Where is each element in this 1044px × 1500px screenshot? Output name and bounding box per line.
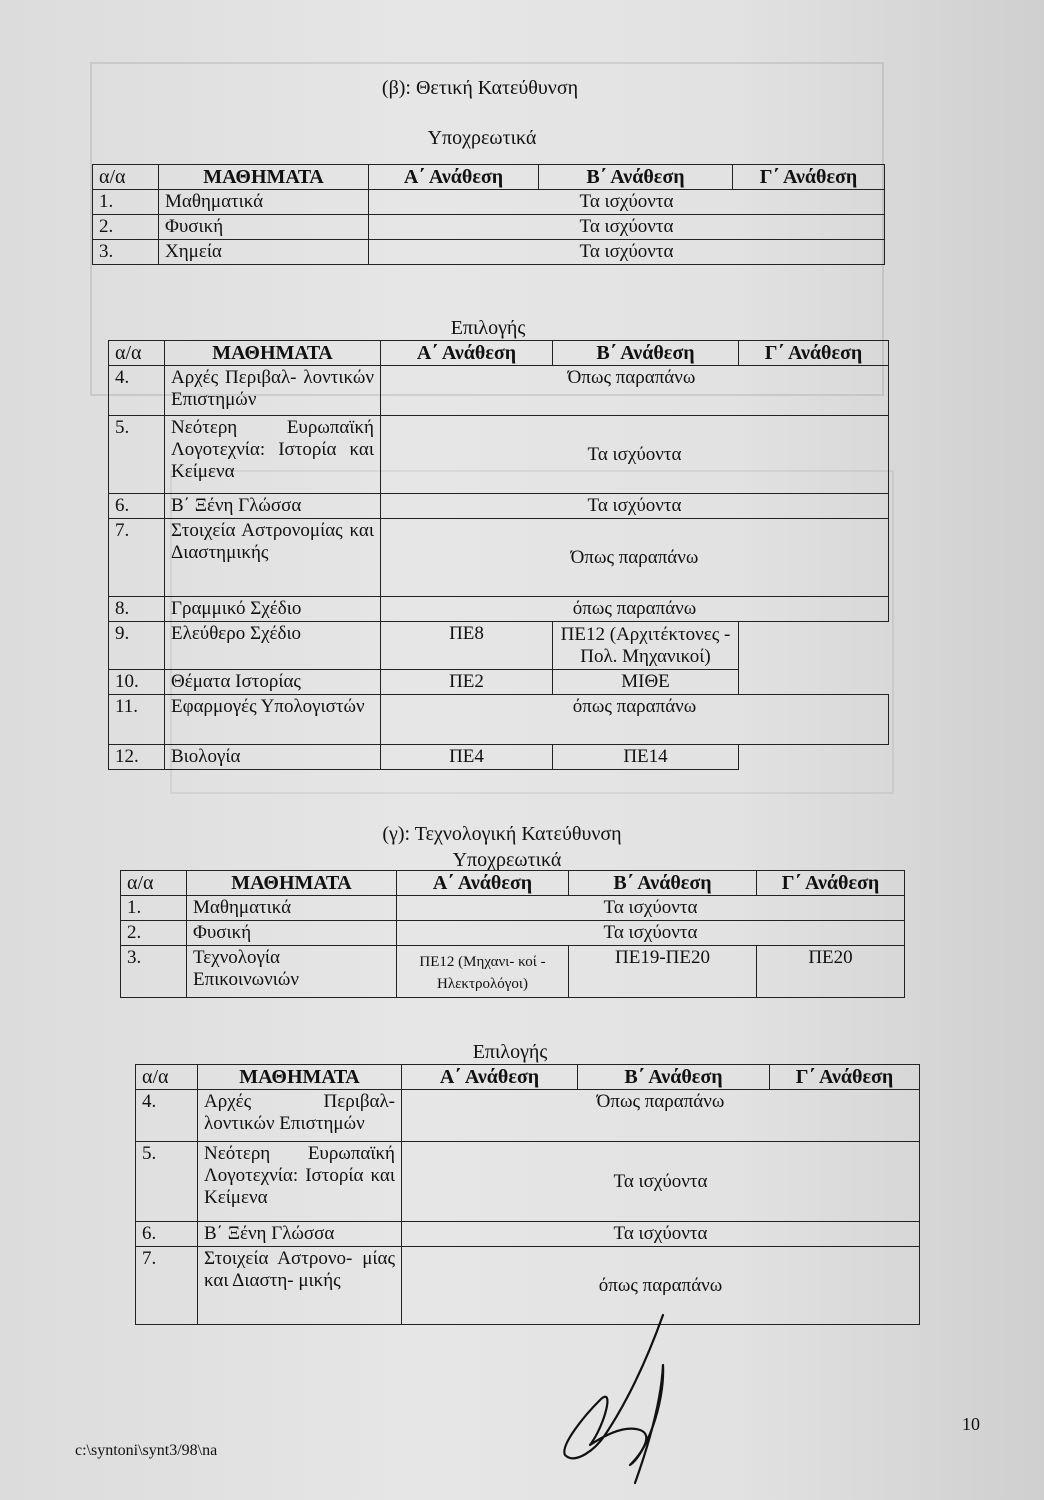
row-num: 1.	[121, 896, 187, 921]
table-row	[109, 745, 889, 770]
table-row	[109, 416, 889, 494]
row-value: Τα ισχύοντα	[397, 896, 905, 921]
section-b-elective-label: Επιλογής	[450, 317, 526, 339]
row-value: όπως παραπάνω	[381, 597, 889, 622]
row-c: ΠΕ20	[757, 946, 905, 998]
row-num: 4.	[136, 1090, 198, 1142]
header-b: Β΄ Ανάθεση	[553, 341, 739, 366]
table-row	[121, 896, 905, 921]
table-row	[136, 1142, 920, 1222]
header-num: α/α	[109, 341, 165, 366]
row-subject: Φυσική	[159, 215, 369, 240]
row-subject: Ελεύθερο Σχέδιο	[165, 622, 381, 670]
row-num: 2.	[93, 215, 159, 240]
table-row	[109, 597, 889, 622]
header-b: Β΄ Ανάθεση	[578, 1065, 770, 1090]
page-number: 10	[962, 1414, 980, 1434]
row-a	[397, 946, 569, 998]
row-subject: Μαθηματικά	[187, 896, 397, 921]
row-value: Τα ισχύοντα	[369, 190, 885, 215]
row-c-empty	[739, 745, 889, 770]
table-header-row	[136, 1065, 920, 1090]
row-num: 7.	[109, 519, 165, 597]
section-b-mandatory-table	[92, 164, 885, 265]
section-b-elective-table	[108, 340, 889, 770]
row-value: Όπως παραπάνω	[381, 366, 889, 416]
row-b: ΜΙΘΕ	[553, 670, 739, 695]
row-subject: Β΄ Ξένη Γλώσσα	[165, 494, 381, 519]
row-num: 10.	[109, 670, 165, 695]
row-subject: Βιολογία	[165, 745, 381, 770]
row-a: ΠΕ8	[381, 622, 553, 670]
section-b-title: (β): Θετική Κατεύθυνση	[381, 77, 579, 99]
row-subject: Γραμμικό Σχέδιο	[165, 597, 381, 622]
header-subject: ΜΑΘΗΜΑΤΑ	[187, 871, 397, 896]
file-path: c:\syntoni\synt3/98\na	[75, 1442, 218, 1459]
header-a: Α΄ Ανάθεση	[369, 165, 539, 190]
header-subject: ΜΑΘΗΜΑΤΑ	[159, 165, 369, 190]
header-num: α/α	[93, 165, 159, 190]
table-row	[121, 946, 905, 998]
header-num: α/α	[136, 1065, 198, 1090]
row-num: 8.	[109, 597, 165, 622]
row-num: 5.	[136, 1142, 198, 1222]
header-subject: ΜΑΘΗΜΑΤΑ	[198, 1065, 402, 1090]
row-value: Τα ισχύοντα	[381, 416, 889, 494]
section-c-elective-label: Επιλογής	[472, 1041, 548, 1063]
row-subject: Αρχές Περιβαλ- λοντικών Επιστημών	[198, 1090, 402, 1142]
row-value: Τα ισχύοντα	[369, 240, 885, 265]
row-subject: Μαθηματικά	[159, 190, 369, 215]
row-a: ΠΕ2	[381, 670, 553, 695]
header-num: α/α	[121, 871, 187, 896]
row-num: 3.	[121, 946, 187, 998]
row-subject: Χημεία	[159, 240, 369, 265]
table-row	[109, 519, 889, 597]
row-value: όπως παραπάνω	[402, 1247, 920, 1325]
table-row	[109, 670, 889, 695]
handwritten-signature	[545, 1305, 695, 1485]
header-b: Β΄ Ανάθεση	[569, 871, 757, 896]
row-num: 7.	[136, 1247, 198, 1325]
row-subject: Θέματα Ιστορίας	[165, 670, 381, 695]
section-c-mandatory-label: Υποχρεωτικά	[452, 849, 562, 871]
table-row	[136, 1247, 920, 1325]
row-b-text: ΠΕ12 (Αρχιτέκτονες - Πολ. Μηχανικοί)	[560, 623, 731, 667]
row-value: όπως παραπάνω	[381, 695, 889, 745]
header-c: Γ΄ Ανάθεση	[770, 1065, 920, 1090]
row-b	[553, 622, 739, 670]
row-subject: Εφαρμογές Υπολογιστών	[165, 695, 381, 745]
row-value: Όπως παραπάνω	[381, 519, 889, 597]
row-subject: Νεότερη Ευρωπαϊκή Λογοτεχνία: Ιστορία και Κείμενα	[198, 1142, 402, 1222]
row-b: ΠΕ14	[553, 745, 739, 770]
table-row	[136, 1222, 920, 1247]
table-row	[109, 366, 889, 416]
table-row	[109, 622, 889, 670]
row-num: 4.	[109, 366, 165, 416]
row-num: 6.	[109, 494, 165, 519]
row-value: Τα ισχύοντα	[402, 1142, 920, 1222]
row-value: Τα ισχύοντα	[381, 494, 889, 519]
row-a-text: ΠΕ12 (Μηχανι- κοί - Ηλεκτρολόγοι)	[419, 953, 546, 992]
header-a: Α΄ Ανάθεση	[381, 341, 553, 366]
row-num: 5.	[109, 416, 165, 494]
section-c-title: (γ): Τεχνολογική Κατεύθυνση	[382, 823, 622, 845]
row-num: 11.	[109, 695, 165, 745]
row-subject: Τεχνολογία Επικοινωνιών	[187, 946, 397, 998]
row-value: Όπως παραπάνω	[402, 1090, 920, 1142]
header-a: Α΄ Ανάθεση	[397, 871, 569, 896]
table-row	[109, 695, 889, 745]
row-num: 3.	[93, 240, 159, 265]
row-subject: Αρχές Περιβαλ- λοντικών Επιστημών	[165, 366, 381, 416]
section-c-mandatory-table	[120, 870, 905, 998]
row-a: ΠΕ4	[381, 745, 553, 770]
row-num: 2.	[121, 921, 187, 946]
header-c: Γ΄ Ανάθεση	[757, 871, 905, 896]
table-row	[93, 190, 885, 215]
header-b: Β΄ Ανάθεση	[539, 165, 733, 190]
table-row	[109, 494, 889, 519]
table-row	[93, 215, 885, 240]
row-value: Τα ισχύοντα	[397, 921, 905, 946]
row-num: 9.	[109, 622, 165, 670]
table-row	[93, 240, 885, 265]
header-a: Α΄ Ανάθεση	[402, 1065, 578, 1090]
section-b-mandatory-label: Υποχρεωτικά	[427, 127, 537, 149]
row-subject: Β΄ Ξένη Γλώσσα	[198, 1222, 402, 1247]
table-row	[121, 921, 905, 946]
row-b: ΠΕ19-ΠΕ20	[569, 946, 757, 998]
row-c-empty	[739, 670, 889, 695]
row-subject: Νεότερη Ευρωπαϊκή Λογοτεχνία: Ιστορία και Κείμενα	[165, 416, 381, 494]
row-value: Τα ισχύοντα	[402, 1222, 920, 1247]
section-c-elective-table	[135, 1064, 920, 1325]
table-header-row	[121, 871, 905, 896]
table-row	[136, 1090, 920, 1142]
row-num: 1.	[93, 190, 159, 215]
header-c: Γ΄ Ανάθεση	[733, 165, 885, 190]
row-subject: Στοιχεία Αστρονο- μίας και Διαστη- μικής	[198, 1247, 402, 1325]
row-subject: Στοιχεία Αστρονομίας και Διαστημικής	[165, 519, 381, 597]
row-subject: Φυσική	[187, 921, 397, 946]
row-c-empty	[739, 622, 889, 670]
table-header-row	[93, 165, 885, 190]
row-value: Τα ισχύοντα	[369, 215, 885, 240]
row-num: 6.	[136, 1222, 198, 1247]
table-header-row	[109, 341, 889, 366]
row-num: 12.	[109, 745, 165, 770]
header-c: Γ΄ Ανάθεση	[739, 341, 889, 366]
header-subject: ΜΑΘΗΜΑΤΑ	[165, 341, 381, 366]
